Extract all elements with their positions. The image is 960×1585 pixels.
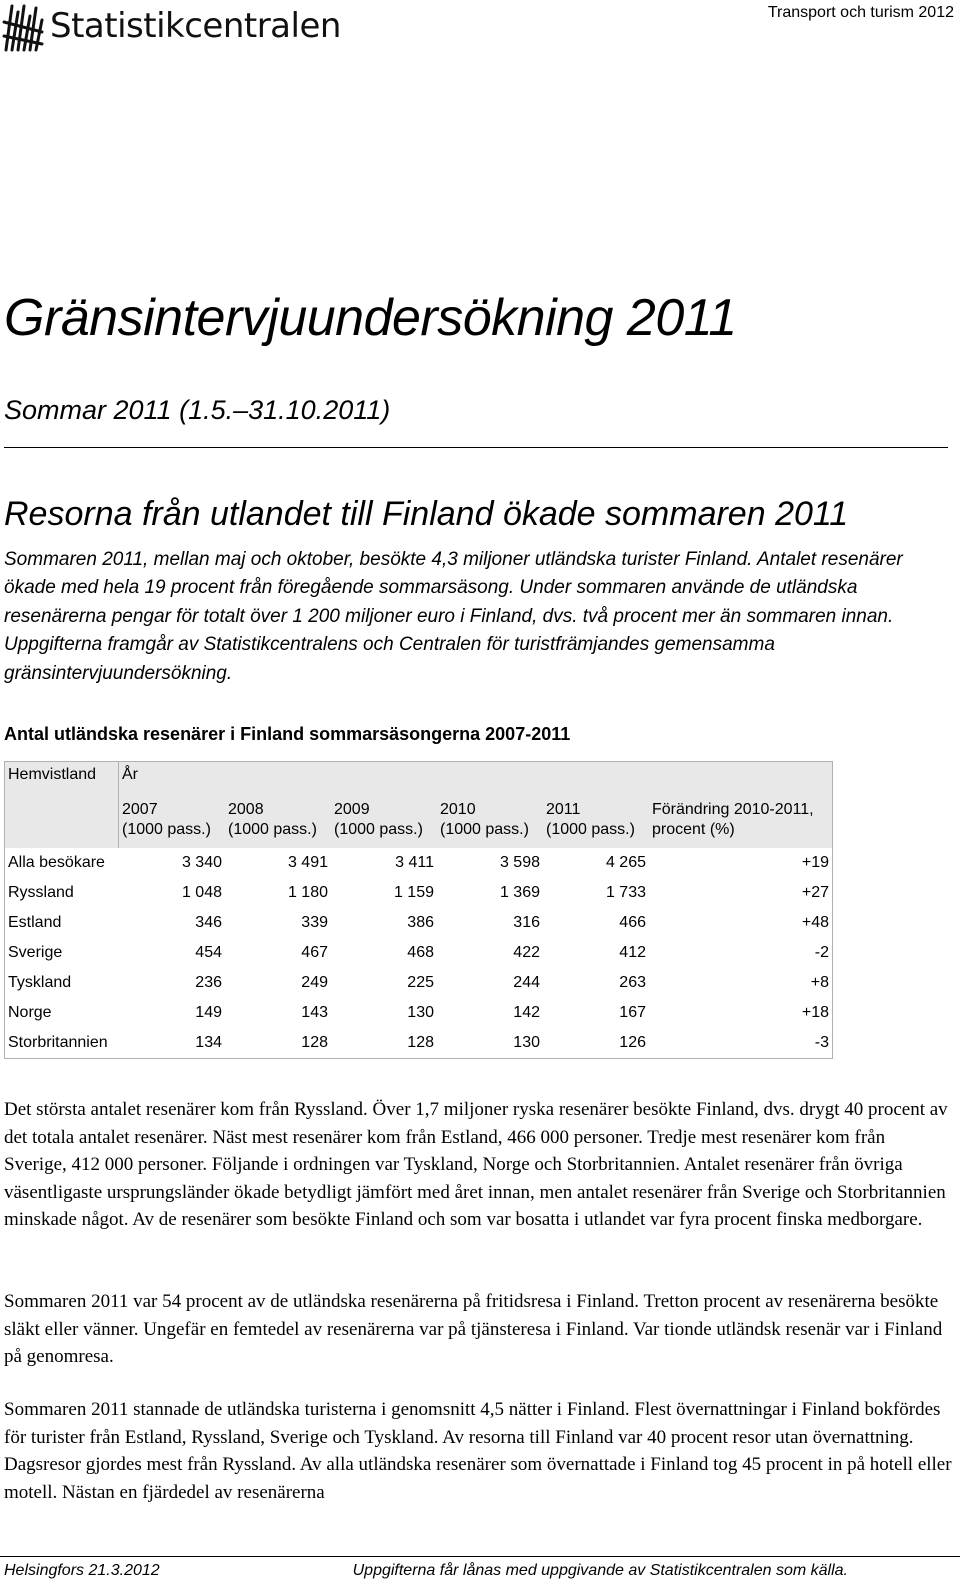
header-ar: År	[119, 762, 833, 795]
cell-change: +18	[649, 998, 833, 1028]
table-row	[5, 938, 833, 968]
header-year-2007: 2007 (1000 pass.)	[119, 794, 226, 848]
header-year-2008: 2008 (1000 pass.)	[225, 794, 331, 848]
table-row	[5, 848, 833, 878]
cell-value: 339	[301, 914, 328, 931]
cell-value: 142	[513, 1004, 540, 1021]
cell-value: 412	[619, 944, 646, 961]
row-label: Tyskland	[5, 968, 119, 998]
cell-value: 468	[407, 944, 434, 961]
cell-value: 134	[119, 1028, 226, 1059]
cell-change: +19	[649, 848, 833, 878]
cell-value: 126	[543, 1028, 649, 1059]
cell-value: 1 159	[393, 884, 434, 901]
header-hemvistland: Hemvistland	[5, 762, 119, 849]
cell-value: 3 411	[395, 854, 434, 871]
cell-value: 422	[513, 944, 540, 961]
row-label: Storbritannien	[5, 1028, 119, 1059]
statistikcentralen-logo	[2, 2, 341, 58]
logo-mark-icon	[2, 2, 46, 54]
cell-value: 167	[619, 1004, 646, 1021]
table-row	[5, 1028, 833, 1059]
cell-value: 316	[513, 914, 540, 931]
cell-value: 4 265	[605, 854, 646, 871]
cell-value: 3 491	[287, 854, 328, 871]
cell-change: +27	[649, 878, 833, 908]
row-label: Ryssland	[5, 878, 119, 908]
table-row	[5, 908, 833, 938]
cell-value: 130	[407, 1004, 434, 1021]
header-year-2011: 2011 (1000 pass.)	[543, 794, 649, 848]
header-change: Förändring 2010-2011, procent (%)	[649, 794, 833, 848]
body-paragraph: Det största antalet resenärer kom från Ryssland. Över 1,7 miljoner ryska resenärer besökte Finland, dvs. drygt 40 procent av det totala antalet resenärer. Näst mest resenärer kom från Estland, 466 000 personer. Tredje mest resenärer kom från Sverige, 412 000 personer. Följande i ordningen var Tyskland, Norge och Storbritannien. Antalet resenärer från övriga väsentligaste ursprungsländer ökade betydligt jämfört med året innan, men antalet resenärer från Sverige och Storbritannien minskade något. Av de resenärer som besökte Finland och som var bosatta i utlandet var fyra procent finska medborgare.	[4, 1099, 948, 1231]
body-paragraph: Sommaren 2011 var 54 procent av de utländska resenärerna på fritidsresa i Finland. Tretton procent av resenärerna besökte släkt eller vänner. Ungefär en femtedel av resenärerna var på tjänsteresa i Finland. Var tionde utländsk resenär var i Finland på genomresa.	[4, 1291, 943, 1368]
publication-series: Transport och turism 2012	[767, 4, 954, 21]
cell-value: 1 048	[181, 884, 222, 901]
cell-value: 1 369	[499, 884, 540, 901]
row-label: Estland	[5, 908, 119, 938]
header-year-2009: 2009 (1000 pass.)	[331, 794, 437, 848]
cell-value: 225	[407, 974, 434, 991]
intro-paragraph: Sommaren 2011, mellan maj och oktober, besökte 4,3 miljoner utländska turister Finland. Antalet resenärer ökade med hela 19 procent från föregående sommarsäsong. Under sommaren använde de utländska resenärerna pengar för totalt över 1 200 miljoner euro i Finland, dvs. två procent mer än sommaren innan. Uppgifterna framgår av Statistikcentralens och Centralen för turistfrämjandes gemensamma gränsintervjuundersökning.	[4, 549, 903, 684]
row-label: Alla besökare	[5, 848, 119, 878]
footer-source-note: Uppgifterna får lånas med uppgivande av Statistikcentralen som källa.	[352, 1562, 848, 1579]
cell-value: 128	[331, 1028, 437, 1059]
cell-change: -2	[649, 938, 833, 968]
cell-value: 130	[437, 1028, 543, 1059]
cell-value: 466	[619, 914, 646, 931]
cell-value: 244	[513, 974, 540, 991]
header-year-2010: 2010 (1000 pass.)	[437, 794, 543, 848]
cell-value: 346	[195, 914, 222, 931]
table-row	[5, 878, 833, 908]
table-row	[5, 998, 833, 1028]
cell-value: 236	[195, 974, 222, 991]
cell-value: 263	[619, 974, 646, 991]
cell-change: +8	[649, 968, 833, 998]
page-subtitle: Sommar 2011 (1.5.–31.10.2011)	[4, 395, 391, 425]
cell-value: 3 598	[499, 854, 540, 871]
cell-value: 143	[301, 1004, 328, 1021]
page-title: Gränsintervjuundersökning 2011	[4, 289, 737, 347]
footer-divider	[0, 1556, 960, 1557]
cell-value: 1 180	[287, 884, 328, 901]
table-title: Antal utländska resenärer i Finland sommarsäsongerna 2007-2011	[4, 724, 571, 744]
cell-value: 467	[301, 944, 328, 961]
cell-value: 3 340	[181, 854, 222, 871]
section-title: Resorna från utlandet till Finland ökade sommaren 2011	[4, 495, 849, 533]
cell-change: +48	[649, 908, 833, 938]
cell-value: 149	[195, 1004, 222, 1021]
table-year-header-row	[5, 794, 833, 848]
cell-value: 386	[407, 914, 434, 931]
table-row	[5, 968, 833, 998]
cell-value: 249	[301, 974, 328, 991]
footer-date: Helsingfors 21.3.2012	[4, 1562, 160, 1579]
cell-value: 128	[225, 1028, 331, 1059]
cell-change: -3	[649, 1028, 833, 1059]
cell-value: 1 733	[605, 884, 646, 901]
row-label: Norge	[5, 998, 119, 1028]
cell-value: 454	[195, 944, 222, 961]
body-paragraph: Sommaren 2011 stannade de utländska turisterna i genomsnitt 4,5 nätter i Finland. Flest övernattningar i Finland bokfördes för turister från Estland, Ryssland, Sverige och Tyskland. Av resorna till Finland var 40 procent resor utan övernattning. Dagsresor gjordes mest från Ryssland. Av alla utländska resenärer som övernattade i Finland tog 45 procent in på hotell eller motell. Nästan en fjärdedel av resenärerna	[4, 1399, 952, 1503]
visitors-table	[4, 761, 833, 1059]
row-label: Sverige	[5, 938, 119, 968]
title-divider	[4, 447, 948, 448]
table-header-row	[5, 762, 833, 795]
logo-text: Statistikcentralen	[50, 6, 341, 46]
